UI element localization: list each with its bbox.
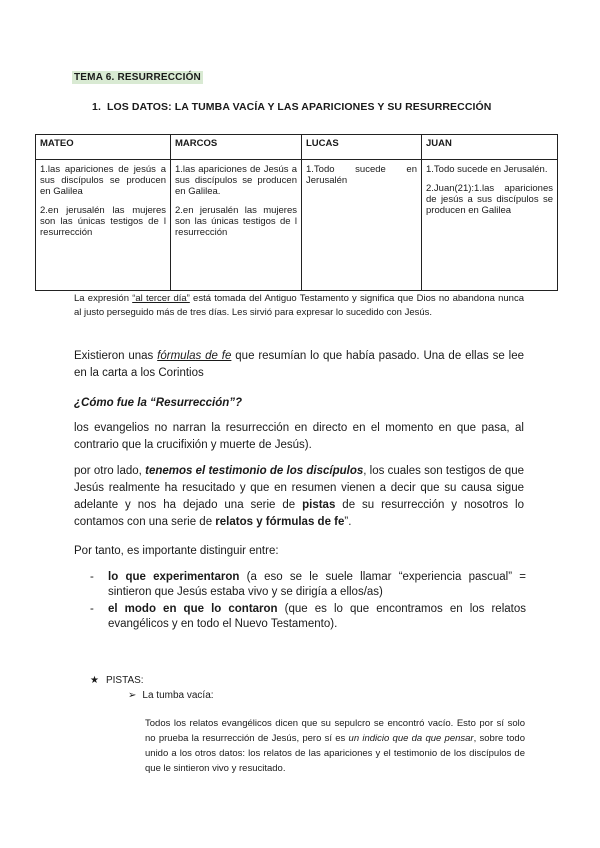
paragraph-evangelios: los evangelios no narran la resurrección en directo en el momento en que pasa, al contrario que la crucifixión y muerte de Jesús).	[74, 422, 524, 451]
text: de su resurrección y nosotros lo contamos con una serie de	[74, 499, 524, 528]
cell-text: 2.Juan(21):1.las apariciones de jesús a sus discípulos se producen en Galilea	[426, 183, 553, 216]
text: Existieron unas	[74, 350, 158, 362]
list-item-bold: lo que experimentaron	[108, 571, 240, 583]
header-lucas: LUCAS	[302, 135, 422, 160]
header-marcos: MARCOS	[171, 135, 302, 160]
cell-text: 2.en jerusalén las mujeres son las únicas testigos de l resurrección	[40, 205, 166, 238]
dash-marker: -	[90, 603, 94, 615]
text: ”.	[344, 516, 352, 528]
paragraph-tercer-dia	[74, 292, 524, 320]
underlined-italic-phrase: fórmulas de fe	[157, 350, 232, 362]
paragraph-testimonio	[74, 463, 524, 531]
italic-phrase: un indicio que da que pensar	[348, 733, 474, 744]
text: , los cuales son testigos de que Jesús realmente ha resucitado y que en resumen vienen a decir que su causa sigue adelante y nos ha dejado una serie de	[74, 465, 524, 511]
topic-title: TEMA 6. RESURRECCIÓN	[74, 72, 201, 83]
question-heading: ¿Cómo fue la “Resurrección”?	[74, 397, 243, 409]
cell-text: 1.las apariciones de jesús a sus discípulos se producen en Galilea	[40, 164, 166, 197]
pistas-label: PISTAS:	[105, 675, 144, 686]
cell-juan	[422, 160, 558, 291]
text: que resumían lo que había pasado. Una de ellas se lee en la carta a los Corintios	[74, 350, 524, 379]
list-item-text: (a eso se le suele llamar “experiencia pascual” = sintieron que Jesús estaba vivo y se dirigía a ellos/as)	[108, 571, 527, 598]
list-item-bold: el modo en que lo contaron	[108, 603, 278, 615]
arrow-bullet-icon: ➢	[128, 690, 137, 701]
cell-marcos	[171, 160, 302, 291]
paragraph-distinguir: Por tanto, es importante distinguir entre:	[74, 545, 279, 557]
text: por otro lado,	[74, 465, 146, 477]
table-row	[36, 160, 558, 291]
section-number: 1.	[92, 101, 101, 113]
tumba-label: La tumba vacía:	[142, 690, 214, 701]
section-heading	[92, 101, 492, 113]
text: La expresión	[74, 293, 133, 304]
text: Todos los relatos evangélicos dicen que su sepulcro se encontró vacío. Esto por sí solo no prueba la resurrección de Jesús, pero sí es	[145, 718, 525, 744]
cell-text: 1.Todo sucede en Jerusalén	[306, 164, 417, 186]
star-icon: ★	[90, 675, 99, 686]
bold-italic-phrase: tenemos el testimonio de los discípulos	[145, 465, 364, 477]
underlined-phrase: “al tercer día”	[132, 293, 190, 304]
pistas-heading	[90, 675, 144, 686]
list-item	[90, 570, 526, 600]
table-header-row	[36, 135, 558, 160]
bold-phrase: relatos y fórmulas de fe	[215, 516, 345, 528]
list-item-text: (que es lo que encontramos en los relatos evangélicos y en todo el Nuevo Testamento).	[108, 603, 526, 630]
cell-lucas	[302, 160, 422, 291]
list-item	[90, 602, 526, 632]
bold-phrase: pistas	[302, 499, 336, 511]
text: está tomada del Antiguo Testamento y significa que Dios no abandona nunca al justo perseguido más de tres días. Les sirvió para expresar lo sucedido con Jesús.	[74, 293, 524, 318]
gospels-table	[35, 134, 558, 291]
cell-mateo	[36, 160, 171, 291]
tumba-subheading	[128, 690, 214, 701]
cell-text: 2.en jerusalén las mujeres son las únicas testigos de l resurrección	[175, 205, 297, 238]
section-heading-text: LOS DATOS: LA TUMBA VACÍA Y LAS APARICIONES Y SU RESURRECCIÓN	[106, 101, 492, 113]
dash-marker: -	[90, 571, 94, 583]
paragraph-formulas	[74, 348, 524, 382]
distinction-list	[90, 570, 526, 634]
cell-text: 1.las apariciones de Jesús a sus discípulos se producen en Galilea.	[175, 164, 297, 197]
tumba-paragraph	[145, 716, 525, 776]
text: , sobre todo unido a los otros datos: los relatos de las apariciones y el testimonio de los discípulos de que le sintieron vivo y resucitado.	[145, 733, 526, 774]
header-mateo: MATEO	[36, 135, 171, 160]
cell-text: 1.Todo sucede en Jerusalén.	[426, 164, 548, 175]
header-juan: JUAN	[422, 135, 558, 160]
